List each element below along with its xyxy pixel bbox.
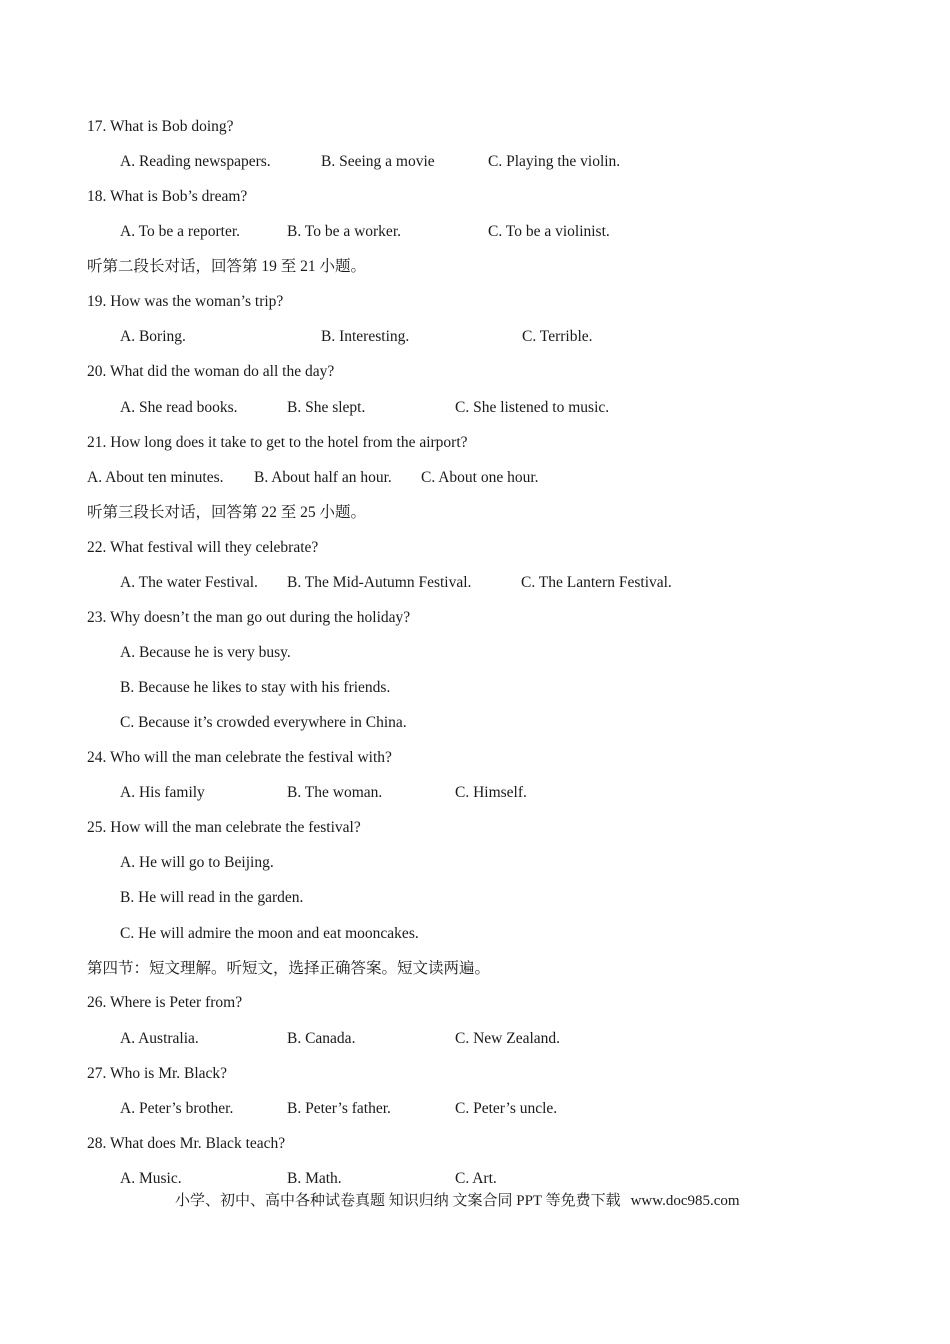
question-24: 24. Who will the man celebrate the festival with? <box>87 749 392 766</box>
question-23: 23. Why doesn’t the man go out during the holiday? <box>87 609 411 626</box>
option-17-a: A. Reading newspapers. <box>120 153 271 170</box>
option-18-a: A. To be a reporter. <box>120 223 241 240</box>
footer-url[interactable]: www.doc985.com <box>630 1193 740 1209</box>
option-24-a: A. His family <box>120 784 205 801</box>
question-26: 26. Where is Peter from? <box>87 994 243 1011</box>
option-17-c: C. Playing the violin. <box>488 153 621 170</box>
option-27-b: B. Peter’s father. <box>287 1100 391 1117</box>
question-28: 28. What does Mr. Black teach? <box>87 1135 286 1152</box>
option-25-a: A. He will go to Beijing. <box>120 854 274 871</box>
option-25-b: B. He will read in the garden. <box>120 889 304 906</box>
option-20-a: A. She read books. <box>120 399 238 416</box>
option-22-c: C. The Lantern Festival. <box>521 574 672 591</box>
option-28-c: C. Art. <box>455 1170 497 1187</box>
option-22-b: B. The Mid-Autumn Festival. <box>287 574 472 591</box>
option-23-a: A. Because he is very busy. <box>120 644 291 661</box>
option-24-b: B. The woman. <box>287 784 383 801</box>
option-17-b: B. Seeing a movie <box>321 153 435 170</box>
option-19-a: A. Boring. <box>120 328 186 345</box>
option-22-a: A. The water Festival. <box>120 574 258 591</box>
question-17: 17. What is Bob doing? <box>87 118 234 135</box>
option-23-b: B. Because he likes to stay with his friends. <box>120 679 391 696</box>
option-21-b: B. About half an hour. <box>254 469 392 486</box>
question-20: 20. What did the woman do all the day? <box>87 363 335 380</box>
option-27-c: C. Peter’s uncle. <box>455 1100 558 1117</box>
option-26-b: B. Canada. <box>287 1030 356 1047</box>
option-20-c: C. She listened to music. <box>455 399 610 416</box>
section-heading-4: 第四节：短文理解。听短文，选择正确答案。短文读两遍。 <box>87 960 491 977</box>
option-25-c: C. He will admire the moon and eat mooncakes. <box>120 925 419 942</box>
option-23-c: C. Because it’s crowded everywhere in China. <box>120 714 407 731</box>
question-25: 25. How will the man celebrate the festival? <box>87 819 361 836</box>
option-19-c: C. Terrible. <box>522 328 593 345</box>
page-footer <box>175 1191 740 1211</box>
question-18: 18. What is Bob’s dream? <box>87 188 248 205</box>
section-heading-3: 听第三段长对话，回答第 22 至 25 小题。 <box>87 504 367 521</box>
option-19-b: B. Interesting. <box>321 328 410 345</box>
option-24-c: C. Himself. <box>455 784 527 801</box>
option-28-a: A. Music. <box>120 1170 182 1187</box>
option-26-a: A. Australia. <box>120 1030 199 1047</box>
question-19: 19. How was the woman’s trip? <box>87 293 284 310</box>
option-21-a: A. About ten minutes. <box>87 469 224 486</box>
option-21-c: C. About one hour. <box>421 469 539 486</box>
option-18-b: B. To be a worker. <box>287 223 401 240</box>
question-27: 27. Who is Mr. Black? <box>87 1065 228 1082</box>
option-18-c: C. To be a violinist. <box>488 223 610 240</box>
option-20-b: B. She slept. <box>287 399 366 416</box>
option-27-a: A. Peter’s brother. <box>120 1100 234 1117</box>
question-21: 21. How long does it take to get to the hotel from the airport? <box>87 434 468 451</box>
section-heading-2: 听第二段长对话，回答第 19 至 21 小题。 <box>87 258 367 275</box>
footer-text: 小学、初中、高中各种试卷真题 知识归纳 文案合同 PPT 等免费下载 <box>175 1193 621 1209</box>
question-22: 22. What festival will they celebrate? <box>87 539 319 556</box>
option-28-b: B. Math. <box>287 1170 342 1187</box>
option-26-c: C. New Zealand. <box>455 1030 561 1047</box>
